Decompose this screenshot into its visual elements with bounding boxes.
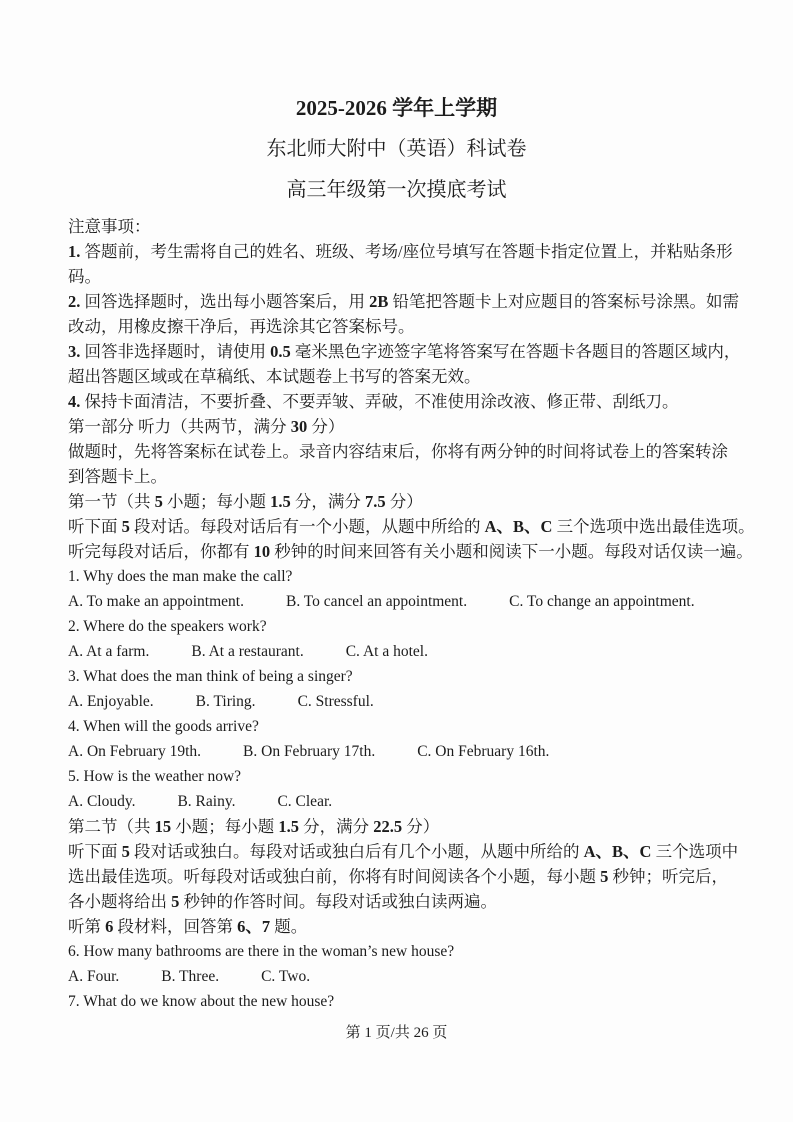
option-c: C. Stressful.: [297, 693, 374, 710]
question-line: [68, 989, 743, 1014]
question-line: [68, 614, 743, 639]
text: 分）: [307, 417, 345, 436]
option-b: B. Tiring.: [195, 693, 256, 710]
cn-text-line: [68, 489, 743, 514]
question-line: [68, 764, 743, 789]
text: 三个选项中选出最佳选项。: [552, 517, 755, 536]
bold-text: 2B: [369, 292, 389, 311]
exam-header: [0, 0, 793, 211]
page-number: 第 1 页/共 26 页: [345, 1025, 448, 1041]
text: 秒钟的时间来回答有关小题和阅读下一小题。每段对话仅读一遍。: [270, 542, 753, 561]
text: 铅笔把答题卡上对应题目的答案标号涂黑。如需: [388, 292, 740, 311]
text: 改动，用橡皮擦干净后，再选涂其它答案标号。: [68, 317, 415, 336]
bold-text: A、B、C: [583, 842, 652, 861]
option-b: B. Rainy.: [177, 793, 236, 810]
question-text: How many bathrooms are there in the woman’s new house?: [83, 943, 455, 960]
bold-text: 1.: [68, 242, 81, 261]
option-c: C. Clear.: [277, 793, 333, 810]
text: 秒钟；听完后，: [608, 867, 728, 886]
cn-text-line: [68, 864, 743, 889]
bold-text: 5: [154, 492, 163, 511]
question-line: [68, 564, 743, 589]
question-number: 1.: [68, 568, 84, 585]
text: 段材料，回答第: [113, 917, 238, 936]
options-line: [68, 789, 743, 814]
question-number: 6.: [68, 943, 84, 960]
text: 第二节（共: [68, 817, 155, 836]
option-c: C. At a hotel.: [345, 643, 428, 660]
text: 段对话或独白。每段对话或独白后有几个小题，从题中所给的: [129, 842, 584, 861]
text: 注意事项：: [68, 217, 151, 236]
bold-text: 22.5: [373, 817, 403, 836]
cn-text-line: [68, 389, 743, 414]
bold-text: 2.: [68, 292, 81, 311]
text: 到答题卡上。: [68, 467, 167, 486]
text: 段对话。每段对话后有一个小题，从题中所给的: [129, 517, 485, 536]
cn-text-line: [68, 889, 743, 914]
text: 回答选择题时，选出每小题答案后，用: [80, 292, 370, 311]
text: 小题；每小题: [162, 492, 271, 511]
exam-title-term: 2025-2026 学年上学期: [295, 96, 498, 120]
text: 做题时，先将答案标在试卷上。录音内容结束后，你将有两分钟的时间将试卷上的答案转涂: [68, 442, 728, 461]
question-text: Why does the man make the call?: [83, 568, 293, 585]
cn-text-line: [68, 339, 743, 364]
text: 小题；每小题: [171, 817, 279, 836]
text: 秒钟的作答时间。每段对话或独白读两遍。: [179, 892, 497, 911]
bold-text: 5: [171, 892, 180, 911]
text: 保持卡面清洁，不要折叠、不要弄皱、弄破，不准使用涂改液、修正带、刮纸刀。: [80, 392, 679, 411]
question-line: [68, 664, 743, 689]
text: 答题前，考生需将自己的姓名、班级、考场/座位号填写在答题卡指定位置上，并粘贴条形: [80, 242, 733, 261]
options-line: [68, 639, 743, 664]
bold-text: A、B、C: [484, 517, 553, 536]
question-number: 3.: [68, 668, 84, 685]
bold-text: 5: [121, 842, 130, 861]
cn-text-line: [68, 839, 743, 864]
cn-text-line: [68, 464, 743, 489]
option-b: B. At a restaurant.: [191, 643, 304, 660]
bold-text: 5: [121, 517, 130, 536]
cn-text-line: [68, 264, 743, 289]
question-number: 5.: [68, 768, 84, 785]
text: 超出答题区域或在草稿纸、本试题卷上书写的答案无效。: [68, 367, 481, 386]
text: 听下面: [68, 517, 122, 536]
cn-text-line: [68, 814, 743, 839]
cn-text-line: [68, 314, 743, 339]
text: 题。: [270, 917, 308, 936]
cn-text-line: [68, 214, 743, 239]
question-text: When will the goods arrive?: [83, 718, 259, 735]
bold-text: 3.: [68, 342, 81, 361]
text: 毫米黑色字迹签字笔将答案写在答题卡各题目的答题区域内，: [290, 342, 741, 361]
option-a: A. At a farm.: [68, 643, 150, 660]
cn-text-line: [68, 514, 755, 539]
option-a: A. To make an appointment.: [68, 593, 244, 610]
text: 听下面: [68, 842, 122, 861]
bold-text: 7.5: [365, 492, 386, 511]
bold-text: 4.: [68, 392, 81, 411]
options-line: [68, 689, 743, 714]
document-body: [0, 211, 793, 1014]
text: 分）: [402, 817, 440, 836]
options-line: [68, 964, 743, 989]
option-c: C. To change an appointment.: [509, 593, 695, 610]
option-b: B. To cancel an appointment.: [285, 593, 468, 610]
text: 听完每段对话后，你都有: [68, 542, 254, 561]
question-text: How is the weather now?: [83, 768, 242, 785]
option-b: B. On February 17th.: [243, 743, 376, 760]
cn-text-line: [68, 439, 743, 464]
cn-text-line: [68, 239, 743, 264]
question-number: 7.: [68, 993, 84, 1010]
text: 分）: [385, 492, 423, 511]
option-a: A. On February 19th.: [68, 743, 202, 760]
exam-title-session: 高三年级第一次摸底考试: [286, 179, 507, 201]
options-line: [68, 589, 743, 614]
text: 三个选项中: [651, 842, 739, 861]
cn-text-line: [68, 914, 743, 939]
question-line: [68, 939, 743, 964]
bold-text: 6、7: [237, 917, 271, 936]
bold-text: 1.5: [278, 817, 299, 836]
bold-text: 6: [105, 917, 114, 936]
bold-text: 5: [600, 867, 609, 886]
options-line: [68, 739, 743, 764]
text: 回答非选择题时，请使用: [80, 342, 271, 361]
cn-text-line: [68, 289, 743, 314]
bold-text: 15: [154, 817, 172, 836]
option-c: C. Two.: [261, 968, 311, 985]
text: 听第: [68, 917, 106, 936]
cn-text-line: [68, 364, 743, 389]
question-text: What does the man think of being a singer?: [83, 668, 353, 685]
cn-text-line: [68, 539, 753, 564]
question-text: What do we know about the new house?: [83, 993, 335, 1010]
text: 分，满分: [290, 492, 365, 511]
text: 选出最佳选项。听每段对话或独白前，你将有时间阅读各个小题，每小题: [68, 867, 601, 886]
option-b: B. Three.: [161, 968, 220, 985]
text: 各小题将给出: [68, 892, 172, 911]
text: 分，满分: [299, 817, 374, 836]
option-a: A. Four.: [68, 968, 120, 985]
cn-text-line: [68, 414, 743, 439]
question-number: 4.: [68, 718, 84, 735]
bold-text: 0.5: [270, 342, 291, 361]
option-a: A. Cloudy.: [68, 793, 136, 810]
bold-text: 1.5: [270, 492, 291, 511]
exam-title-school: 东北师大附中（英语）科试卷: [266, 138, 527, 160]
question-number: 2.: [68, 618, 84, 635]
bold-text: 10: [253, 542, 271, 561]
option-c: C. On February 16th.: [417, 743, 550, 760]
text: 第一部分 听力（共两节，满分: [68, 417, 291, 436]
text: 第一节（共: [68, 492, 155, 511]
question-line: [68, 714, 743, 739]
option-a: A. Enjoyable.: [68, 693, 154, 710]
question-text: Where do the speakers work?: [83, 618, 267, 635]
text: 码。: [68, 267, 101, 286]
bold-text: 30: [290, 417, 308, 436]
